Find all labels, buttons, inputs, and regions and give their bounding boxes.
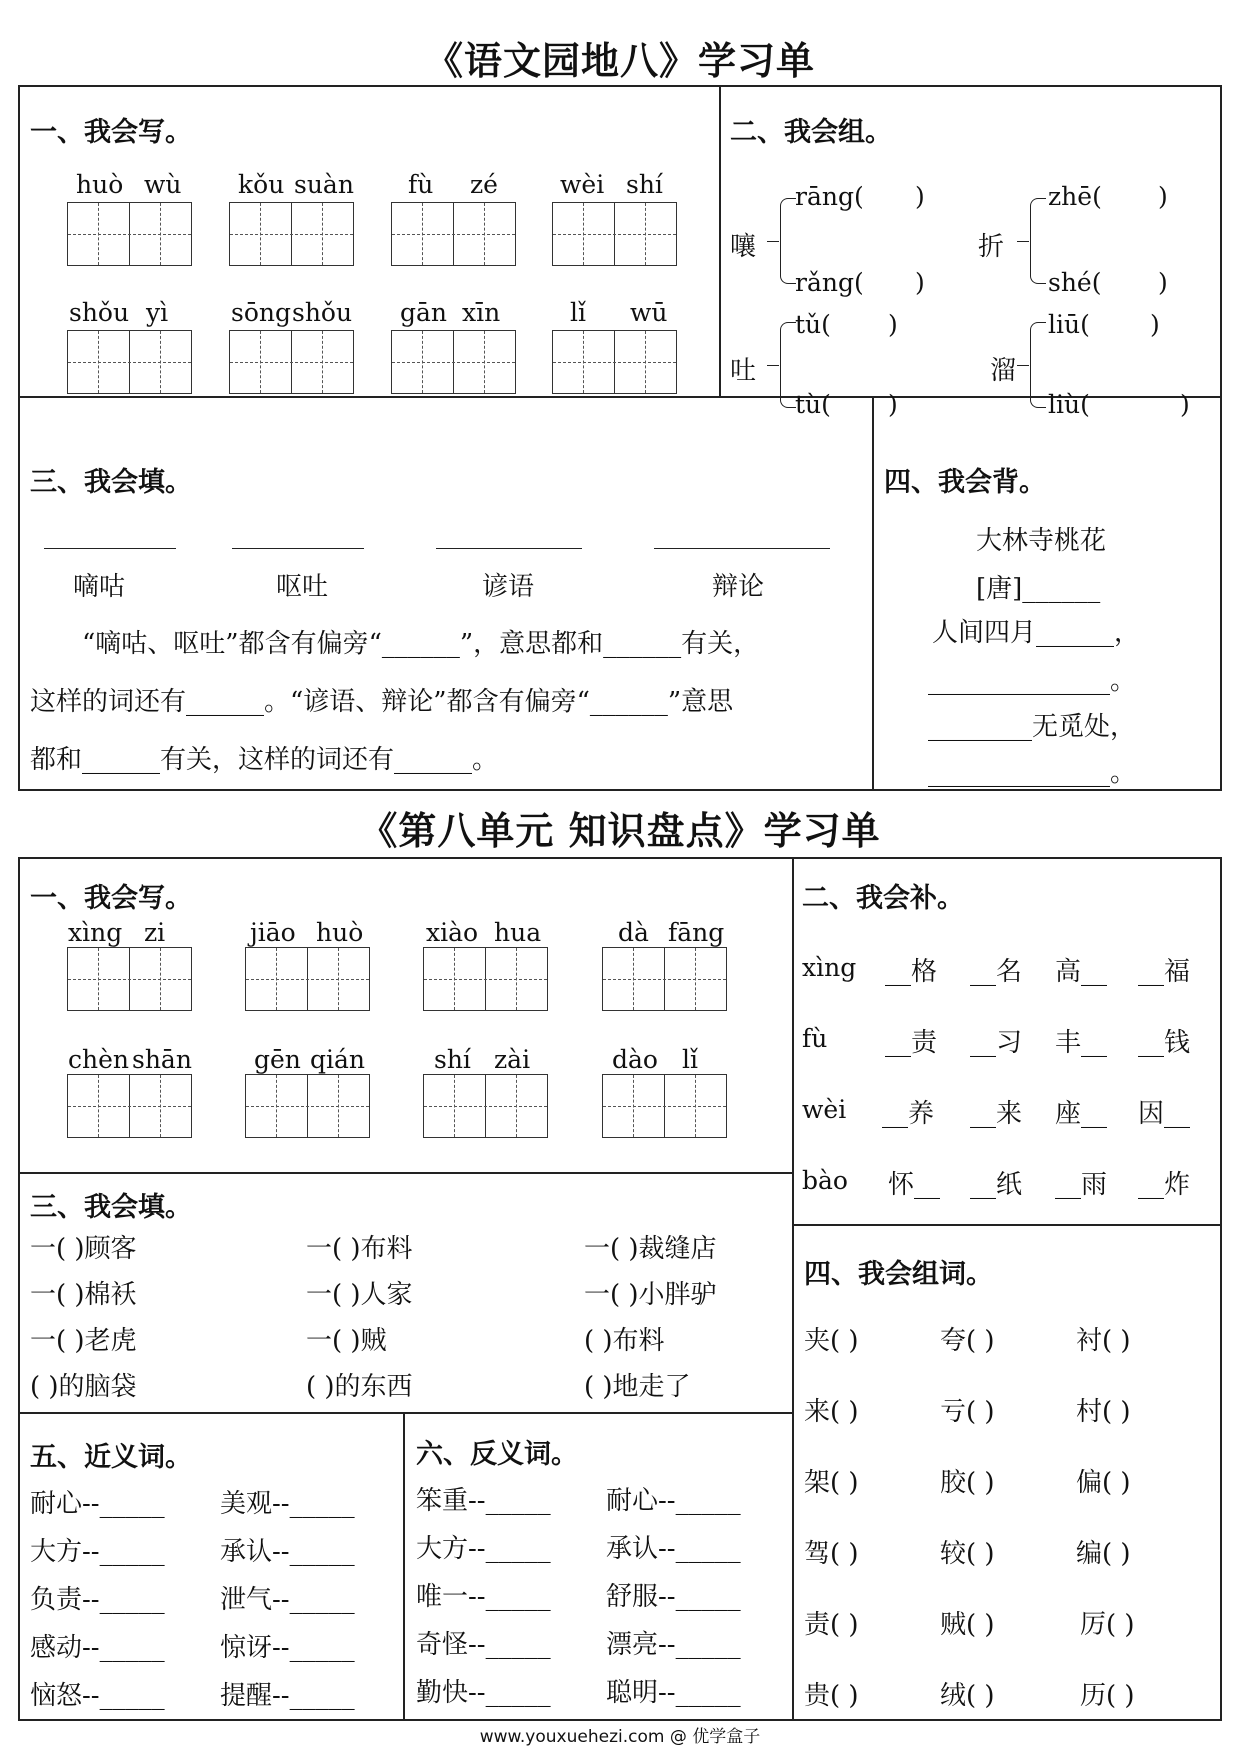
pinyin: jiāo: [250, 918, 296, 947]
brace: [1030, 322, 1046, 408]
pinyin: suàn: [294, 170, 354, 199]
synonym-item: 感动--_____: [30, 1633, 165, 1663]
pinyin: gān: [400, 298, 448, 327]
group-paren-close: ): [888, 390, 898, 419]
poem-line: ________无觅处，: [928, 712, 1137, 742]
group-pinyin-top: rāng(: [795, 182, 864, 211]
complete-item: 高__: [1055, 957, 1108, 987]
pinyin: xìng: [68, 918, 123, 947]
pinyin: chèn: [68, 1045, 129, 1074]
word-group-item: 较( ): [940, 1539, 995, 1569]
pinyin: yì: [146, 298, 169, 327]
poem-line: ______________。: [928, 758, 1137, 788]
complete-pinyin: wèi: [802, 1095, 847, 1124]
word-group-item: 胶( ): [940, 1468, 995, 1498]
group-paren-close: ): [1158, 182, 1168, 211]
group-paren-close: ): [888, 310, 898, 339]
pinyin: shí: [626, 170, 663, 199]
synonym-item: 承认--_____: [220, 1537, 355, 1567]
complete-item: __钱: [1138, 1028, 1191, 1058]
p2-s3-heading: 三、我会填。: [30, 1192, 192, 1223]
word: 嘀咕: [73, 572, 126, 602]
pinyin: xīn: [462, 298, 501, 327]
group-paren-close: ): [915, 182, 925, 211]
fill-item: 一( )人家: [306, 1280, 413, 1310]
antonym-item: 大方--_____: [416, 1534, 551, 1564]
complete-item: __雨: [1055, 1170, 1108, 1200]
antonym-item: 承认--_____: [606, 1534, 741, 1564]
group-paren-close: ): [1150, 310, 1160, 339]
word-group-item: 村( ): [1076, 1397, 1131, 1427]
group-paren-close: ): [1180, 390, 1190, 419]
word-group-item: 架( ): [804, 1468, 859, 1498]
p1-s2-heading: 二、我会组。: [730, 117, 892, 148]
pinyin: fāng: [668, 918, 725, 947]
p1-s1-heading: 一、我会写。: [30, 117, 192, 148]
synonym-item: 大方--_____: [30, 1537, 165, 1567]
pinyin: wū: [630, 298, 668, 327]
fill-item: 一( )小胖驴: [584, 1280, 717, 1310]
poem-line: 人间四月______，: [932, 618, 1141, 648]
p2-s6-heading: 六、反义词。: [416, 1439, 578, 1470]
pinyin: dào: [612, 1045, 658, 1074]
pinyin: fù: [408, 170, 434, 199]
complete-item: __责: [885, 1028, 938, 1058]
pinyin: hua: [494, 918, 542, 947]
group-char: 折: [978, 232, 1005, 262]
group-pinyin-bottom: shé(: [1048, 268, 1102, 297]
writing-grid[interactable]: [423, 947, 548, 1011]
complete-item: __纸: [970, 1170, 1023, 1200]
complete-item: __炸: [1138, 1170, 1191, 1200]
pinyin: huò: [76, 170, 124, 199]
word-group-item: 夸( ): [940, 1326, 995, 1356]
group-paren-close: ): [915, 268, 925, 297]
complete-pinyin: bào: [802, 1166, 848, 1195]
group-pinyin-top: liū(: [1048, 310, 1090, 339]
group-pinyin-top: tǔ(: [795, 310, 831, 339]
writing-grid[interactable]: [602, 947, 727, 1011]
group-char: 溜: [990, 356, 1017, 386]
fill-text-line-2: 这样的词还有______。“谚语、辩论”都含有偏旁“______”意思: [30, 687, 734, 717]
writing-grid[interactable]: [423, 1074, 548, 1138]
group-pinyin-bottom: tù(: [795, 390, 831, 419]
fill-item: ( )布料: [584, 1326, 665, 1356]
page-title-1: 《语文园地八》学习单: [424, 38, 815, 83]
antonym-item: 耐心--_____: [606, 1486, 741, 1516]
complete-item: __格: [885, 957, 938, 987]
writing-grid[interactable]: [67, 1074, 192, 1138]
word-group-item: 偏( ): [1076, 1468, 1131, 1498]
complete-pinyin: fù: [802, 1024, 828, 1053]
brace-tick: [767, 365, 779, 366]
word-group-item: 驾( ): [804, 1539, 859, 1569]
word-group-item: 厉( ): [1080, 1610, 1135, 1640]
pinyin: lǐ: [570, 298, 586, 327]
answer-blank[interactable]: [436, 548, 582, 549]
page-title-2: 《第八单元 知识盘点》学习单: [359, 808, 881, 853]
writing-grid[interactable]: [602, 1074, 727, 1138]
antonym-item: 舒服--_____: [606, 1582, 741, 1612]
antonym-item: 笨重--_____: [416, 1486, 551, 1516]
pinyin: zi: [144, 918, 166, 947]
complete-item: 怀__: [888, 1170, 941, 1200]
fill-item: 一( )棉袄: [30, 1280, 137, 1310]
brace: [780, 322, 796, 408]
writing-grid[interactable]: [67, 330, 192, 394]
word: 谚语: [482, 572, 535, 602]
word-group-item: 来( ): [804, 1397, 859, 1427]
fill-item: 一( )老虎: [30, 1326, 137, 1356]
pinyin: wù: [144, 170, 182, 199]
complete-item: __福: [1138, 957, 1191, 987]
complete-item: __养: [882, 1099, 935, 1129]
synonym-item: 惊讶--_____: [220, 1633, 355, 1663]
fill-item: 一( )裁缝店: [584, 1234, 717, 1264]
pinyin: wèi: [560, 170, 605, 199]
word-group-item: 历( ): [1080, 1681, 1135, 1711]
group-pinyin-top: zhē(: [1048, 182, 1102, 211]
pinyin: huò: [316, 918, 364, 947]
poem-title: 大林寺桃花: [976, 526, 1107, 556]
pinyin: dà: [618, 918, 649, 947]
word-group-item: 贵( ): [804, 1681, 859, 1711]
antonym-item: 聪明--_____: [606, 1678, 741, 1708]
word-group-item: 绒( ): [940, 1681, 995, 1711]
p2-s4-heading: 四、我会组词。: [804, 1259, 993, 1290]
fill-text-line-1: “嘀咕、呕吐”都含有偏旁“______”，意思都和______有关，: [82, 629, 760, 659]
synonym-item: 泄气--_____: [220, 1585, 355, 1615]
word-group-item: 亏( ): [940, 1397, 995, 1427]
writing-grid[interactable]: [391, 202, 516, 266]
poem-line: ______________。: [928, 666, 1137, 696]
antonym-item: 唯一--_____: [416, 1582, 551, 1612]
synonym-item: 负责--_____: [30, 1585, 165, 1615]
poem-author: [唐]______: [976, 574, 1101, 604]
pinyin: gēn: [254, 1045, 301, 1074]
p2-s5-heading: 五、近义词。: [30, 1442, 192, 1473]
complete-item: __名: [970, 957, 1023, 987]
answer-blank[interactable]: [44, 548, 176, 549]
writing-grid[interactable]: [229, 202, 354, 266]
writing-grid[interactable]: [391, 330, 516, 394]
brace-tick: [1017, 365, 1029, 366]
pinyin: shǒu: [69, 298, 130, 327]
p2-s2-heading: 二、我会补。: [802, 883, 964, 914]
brace-tick: [1017, 241, 1029, 242]
pinyin: sōng: [231, 298, 291, 327]
synonym-item: 美观--_____: [220, 1489, 355, 1519]
antonym-item: 奇怪--_____: [416, 1630, 551, 1660]
pinyin: shǒu: [292, 298, 353, 327]
brace: [780, 198, 796, 284]
fill-item: 一( )布料: [306, 1234, 413, 1264]
writing-grid[interactable]: [552, 202, 677, 266]
p1-s3-heading: 三、我会填。: [30, 467, 192, 498]
word-group-item: 衬( ): [1076, 1326, 1131, 1356]
fill-text-line-3: 都和______有关，这样的词还有______。: [30, 745, 499, 775]
writing-grid[interactable]: [229, 330, 354, 394]
writing-grid[interactable]: [245, 1074, 370, 1138]
p2-s1-heading: 一、我会写。: [30, 883, 192, 914]
pinyin: zé: [470, 170, 498, 199]
pinyin: shān: [132, 1045, 192, 1074]
complete-item: 座__: [1055, 1099, 1108, 1129]
answer-blank[interactable]: [654, 548, 830, 549]
synonym-item: 恼怒--_____: [30, 1681, 165, 1711]
complete-item: 丰__: [1055, 1028, 1108, 1058]
writing-grid[interactable]: [245, 947, 370, 1011]
pinyin: lǐ: [682, 1045, 698, 1074]
synonym-item: 提醒--_____: [220, 1681, 355, 1711]
word-group-item: 责( ): [804, 1610, 859, 1640]
writing-grid[interactable]: [552, 330, 677, 394]
group-char: 吐: [730, 356, 757, 386]
writing-grid[interactable]: [67, 202, 192, 266]
p1-s4-heading: 四、我会背。: [884, 467, 1046, 498]
group-pinyin-bottom: liù(: [1048, 390, 1090, 419]
group-char: 嚷: [730, 232, 757, 262]
synonym-item: 耐心--_____: [30, 1489, 165, 1519]
brace: [1030, 198, 1046, 284]
pinyin: zài: [494, 1045, 531, 1074]
brace-tick: [767, 241, 779, 242]
writing-grid[interactable]: [67, 947, 192, 1011]
complete-item: 因__: [1138, 1099, 1191, 1129]
fill-item: ( )的东西: [306, 1372, 413, 1402]
pinyin: xiào: [426, 918, 479, 947]
word-group-item: 编( ): [1076, 1539, 1131, 1569]
fill-item: 一( )顾客: [30, 1234, 137, 1264]
complete-item: __来: [970, 1099, 1023, 1129]
pinyin: qián: [310, 1045, 366, 1074]
antonym-item: 勤快--_____: [416, 1678, 551, 1708]
group-pinyin-bottom: rǎng(: [795, 268, 864, 297]
fill-item: ( )地走了: [584, 1372, 691, 1402]
pinyin: shí: [434, 1045, 471, 1074]
complete-pinyin: xìng: [802, 953, 857, 982]
group-paren-close: ): [1158, 268, 1168, 297]
answer-blank[interactable]: [232, 548, 364, 549]
footer-watermark: www.youxuehezi.com @ 优学盒子: [479, 1727, 761, 1747]
word: 辩论: [712, 572, 765, 602]
word: 呕吐: [276, 572, 329, 602]
fill-item: 一( )贼: [306, 1326, 387, 1356]
fill-item: ( )的脑袋: [30, 1372, 137, 1402]
antonym-item: 漂亮--_____: [606, 1630, 741, 1660]
pinyin: kǒu: [238, 170, 285, 199]
complete-item: __习: [970, 1028, 1023, 1058]
word-group-item: 贼( ): [940, 1610, 995, 1640]
word-group-item: 夹( ): [804, 1326, 859, 1356]
